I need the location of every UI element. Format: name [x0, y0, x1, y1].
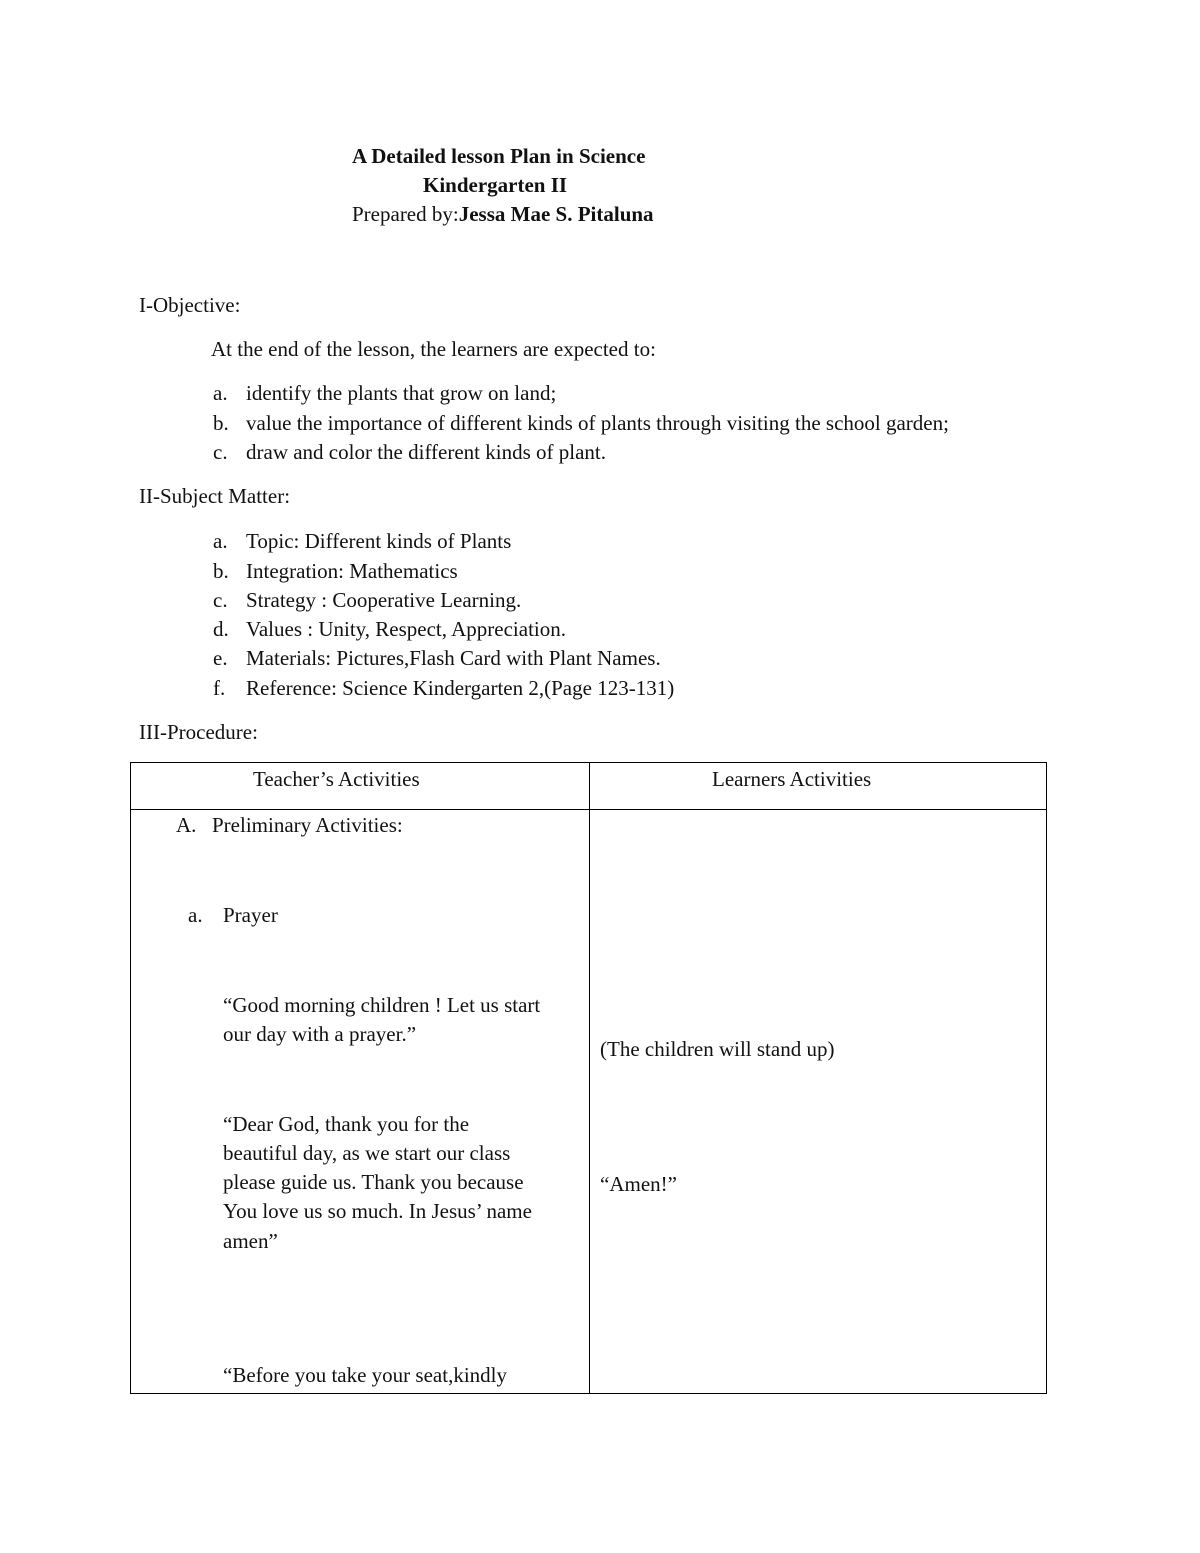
prepared-by-label: Prepared by:	[352, 202, 459, 226]
list-text: Strategy : Cooperative Learning.	[246, 588, 522, 612]
teacher-line: our day with a prayer.”	[223, 1022, 417, 1046]
objective-intro: At the end of the lesson, the learners are expected to:	[211, 337, 656, 361]
list-text: Values : Unity, Respect, Appreciation.	[246, 617, 566, 641]
list-text: Reference: Science Kindergarten 2,(Page 123-131)	[246, 676, 675, 700]
teacher-line: beautiful day, as we start our class	[223, 1141, 511, 1165]
list-marker: a.	[213, 529, 228, 553]
sub-marker: a.	[188, 903, 203, 927]
section-title: Preliminary Activities:	[212, 813, 403, 837]
teacher-line: amen”	[223, 1229, 278, 1253]
subject-matter-heading: II-Subject Matter:	[139, 484, 291, 508]
teacher-column-header: Teacher’s Activities	[253, 767, 420, 791]
document-title: A Detailed lesson Plan in Science	[352, 144, 646, 168]
prepared-by-name: Jessa Mae S. Pitaluna	[458, 202, 654, 226]
objective-list	[0, 381, 1200, 471]
learner-line: (The children will stand up)	[600, 1037, 835, 1061]
list-marker: d.	[213, 617, 229, 641]
teacher-line: “Dear God, thank you for the	[223, 1112, 470, 1136]
teacher-line: please guide us. Thank you because	[223, 1170, 524, 1194]
section-marker: A.	[176, 813, 197, 837]
teacher-line: “Good morning children ! Let us start	[223, 993, 541, 1017]
list-text: draw and color the different kinds of plant.	[246, 440, 607, 464]
procedure-table	[130, 762, 1047, 1394]
list-marker: e.	[213, 646, 228, 670]
objective-heading: I-Objective:	[139, 293, 241, 317]
column-divider	[589, 763, 590, 1393]
list-text: Materials: Pictures,Flash Card with Plant Names.	[246, 646, 661, 670]
header-divider	[131, 809, 1046, 810]
prepared-by	[352, 202, 654, 227]
list-text: value the importance of different kinds of plants through visiting the school garden;	[246, 411, 949, 435]
learner-line: “Amen!”	[600, 1172, 677, 1196]
sub-title: Prayer	[223, 903, 278, 927]
list-text: Topic: Different kinds of Plants	[246, 529, 512, 553]
list-text: Integration: Mathematics	[246, 559, 458, 583]
teacher-line: “Before you take your seat,kindly	[223, 1363, 507, 1387]
list-text: identify the plants that grow on land;	[246, 381, 557, 405]
list-marker: b.	[213, 411, 229, 435]
list-marker: f.	[213, 676, 226, 700]
subject-matter-list	[0, 529, 1200, 709]
list-marker: b.	[213, 559, 229, 583]
procedure-heading: III-Procedure:	[139, 720, 258, 744]
teacher-line: You love us so much. In Jesus’ name	[223, 1199, 532, 1223]
learners-column-header: Learners Activities	[712, 767, 872, 791]
list-marker: c.	[213, 588, 228, 612]
list-marker: c.	[213, 440, 228, 464]
document-subtitle: Kindergarten II	[423, 173, 568, 197]
list-marker: a.	[213, 381, 228, 405]
